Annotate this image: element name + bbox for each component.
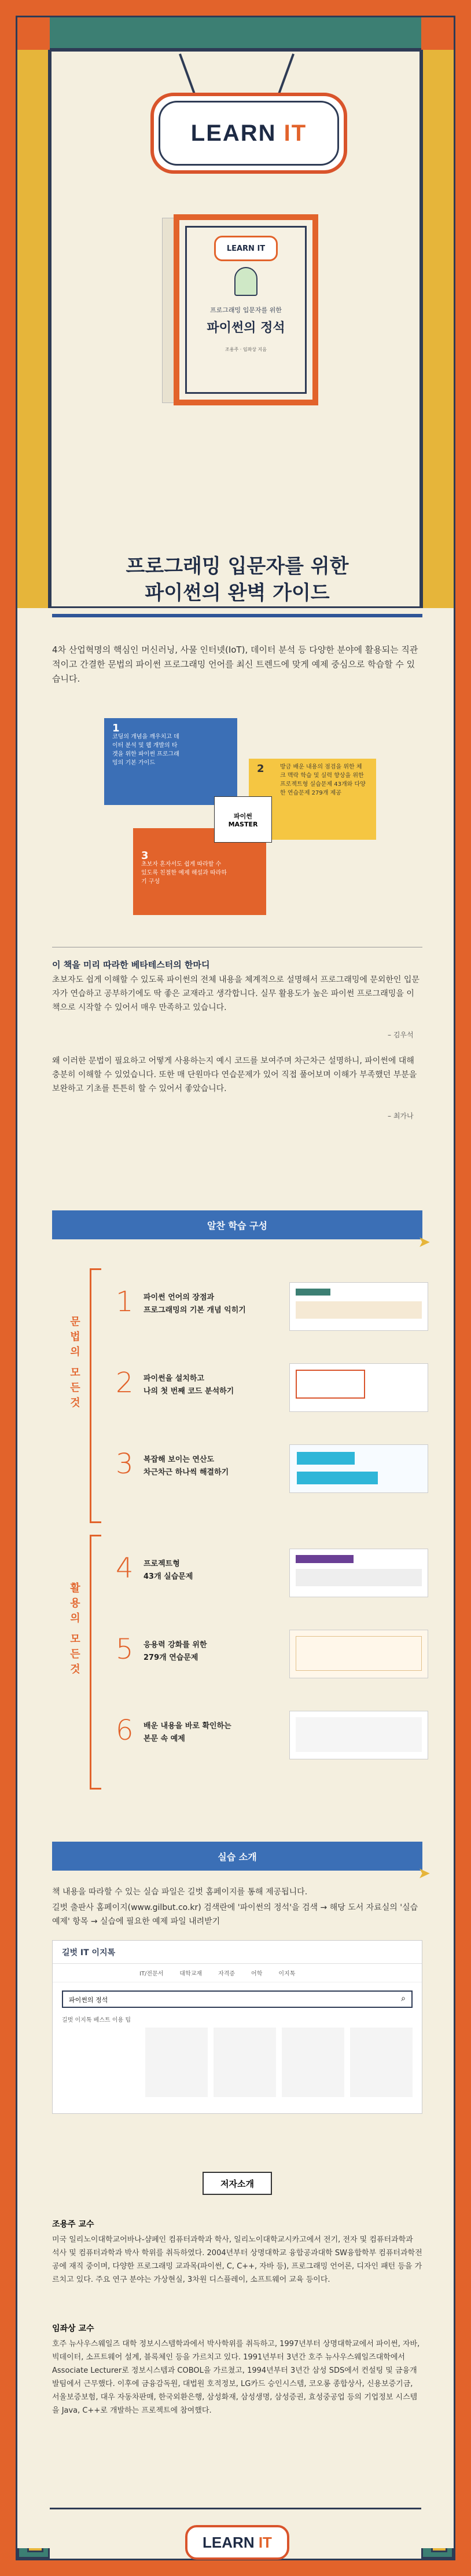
reviewer-heading: 이 책을 미리 따라한 베타테스터의 한마디 — [52, 960, 210, 970]
search-icon: ⌕ — [401, 1994, 406, 2003]
group-label-2: 활 용 의 모 든 것 — [70, 1582, 80, 1675]
reviewer-name-2: – 최가나 — [388, 1112, 414, 1120]
learning-step-1: 1 파이썬 언어의 장점과 프로그래밍의 기본 개념 익히기 — [116, 1274, 440, 1338]
practice-header: 실습 소개 ➤ — [52, 1842, 422, 1871]
step-preview-image — [289, 1630, 428, 1678]
learning-step-2: 2 파이썬을 설치하고 나의 첫 번째 코드 분석하기 — [116, 1355, 440, 1419]
feature-box-2: 2 방금 배운 내용의 점검을 위한 체크 맥락 학습 및 실력 향상을 위한 프로젝트형 실습문제 43개와 다양한 연습문제 279개 제공 — [249, 759, 376, 840]
book-author: 조용주 · 임좌상 지음 — [225, 347, 267, 352]
step-preview-image — [289, 1444, 428, 1493]
site-nav: IT/전문서 대학교재 자격증 어학 이지톡 — [53, 1964, 422, 1982]
group-bracket-1 — [90, 1268, 101, 1523]
left-band — [17, 50, 50, 608]
book-cover-image — [162, 214, 318, 405]
group-bracket-2 — [90, 1535, 101, 1790]
headline-line2: 파이썬의 완벽 가이드 — [145, 581, 330, 605]
step-preview-image — [289, 1549, 428, 1597]
intro-text: 4차 산업혁명의 핵심인 머신러닝, 사물 인터넷(IoT), 데이터 분석 등 다양한 분야에 활용되는 직관적이고 간결한 문법의 파이썬 프로그래밍 언어를 최신 트렌드에 맞게 예제 중심으로 학습할 수 있습니다. — [52, 645, 418, 684]
learn-it-sign: LEARN IT — [150, 93, 347, 174]
practice-desc-2: 길벗 출판사 홈페이지(www.gilbut.co.kr) 검색란에 '파이썬의 정석'을 검색 → 해당 도서 자료실의 '실습예제' 항목 → 실습에 필요한 예제 파일 내려받기 — [52, 1903, 418, 1926]
right-band — [421, 50, 454, 608]
learning-header: 알찬 학습 구성 ➤ — [52, 1210, 422, 1239]
cursor-icon: ➤ — [418, 1865, 430, 1882]
authors-title: 저자소개 — [203, 2172, 272, 2195]
book-title: 파이썬의 정석 — [207, 321, 285, 335]
author-name-1: 조용주 교수 — [52, 2220, 94, 2229]
step-preview-image — [289, 1711, 428, 1759]
footer-logo: LEARN IT — [185, 2525, 289, 2560]
practice-desc-1: 책 내용을 따라할 수 있는 실습 파일은 길벗 홈페이지를 통해 제공됩니다. — [52, 1887, 308, 1897]
book-logo: LEARN IT — [214, 236, 278, 261]
site-search-box: 파이썬의 정석 ⌕ — [62, 1990, 413, 2008]
top-band — [50, 17, 421, 50]
python-mascot-icon — [234, 267, 257, 296]
page-panel — [16, 16, 455, 2560]
learning-step-3: 3 복잡해 보이는 연산도 차근차근 하나씩 해결하기 — [116, 1436, 440, 1500]
book-subtitle: 프로그래밍 입문자를 위한 — [210, 306, 282, 314]
feature-box-1: 1 코딩의 개념을 깨우치고 데이터 분석 및 웹 개발의 타겟을 위한 파이썬 프로그래밍의 기본 가이드 — [104, 718, 237, 805]
author-bio-2: 호주 뉴사우스웨일즈 대학 정보시스템학과에서 박사학위를 취득하고, 1997년부터 상명대학교에서 파이썬, 자바, 빅데이터, 소프트웨어 설계, 블록체인 등을 가르치고 있다. 1991년부터 3년간 호주 뉴사우스웨일즈대학에서 Associate Lecturer로 정보시스템과 COBOL을 가르쳤고, 1994년부터 3년간 삼성 SDS에서 컨설팅 및 금융개발팀에서 근무했다. 이후에 금융감독원, 대법원 호적정보, LG카드 승인시스템, 코오롱 종합상사, 신용보증기금, 서울보증보험, 대우 자동차판매, 한국외환은행, 삼성화재, 삼성생명, 삼성증권, 효성중공업 등의 기업정보 시스템을 Java, C++로 개발하는 프로젝트에 참여했다. — [52, 2340, 420, 2415]
learning-step-6: 6 배운 내용을 바로 확인하는 본문 속 예제 — [116, 1703, 440, 1766]
learning-step-4: 4 프로젝트형 43개 실습문제 — [116, 1541, 440, 1604]
author-bio-1: 미국 일리노이대학교어바나-샴페인 컴퓨터과학과 학사, 일리노이대학교시카고에서 전기, 전자 및 컴퓨터과학과 석사 및 컴퓨터과학과 박사 학위를 취득하였다. 2004년부터 상명대학교 융합공과대학 SW융합학부 컴퓨터과학전공에 재직 중이며, 다양한 프로그래밍 교과목(파이썬, C, C++, 자바 등), 프로그래밍 언어론, 디자인 패턴 등을 가르치고 있다. 주요 연구 분야는 가상현실, 3차원 디스플레이, 소프트웨어 교육 등이다. — [52, 2235, 422, 2284]
step-preview-image — [289, 1282, 428, 1331]
author-name-2: 임좌상 교수 — [52, 2324, 94, 2333]
cursor-icon: ➤ — [418, 1234, 430, 1251]
diagram-center: 파이썬 MASTER — [214, 796, 272, 843]
website-screenshot — [52, 1940, 422, 2114]
section-rule — [52, 614, 422, 617]
review-quote-1: 초보자도 쉽게 이해할 수 있도록 파이썬의 전체 내용을 체계적으로 설명해서 프로그래밍에 문외한인 입문자가 연습하고 공부하기에도 딱 좋은 교재라고 생각합니다. 실무 활용도가 높은 파이썬 프로그래밍을 이 책으로 시작할 수 있어서 매우 만족하고 있습니다. — [52, 975, 420, 1012]
step-preview-image — [289, 1363, 428, 1412]
reviewer-name-1: – 김우석 — [388, 1031, 414, 1039]
group-label-1: 문 법 의 모 든 것 — [70, 1316, 80, 1409]
site-name: 길벗 IT 이지톡 — [53, 1941, 422, 1964]
footer-rule — [50, 2508, 421, 2509]
site-left-menu: 길벗 이지톡 베스트 이용 팁 — [62, 2017, 131, 2024]
review-quote-2: 왜 이러한 문법이 필요하고 어떻게 사용하는지 예시 코드를 보여주며 차근차근 설명하니, 파이썬에 대해 충분히 이해할 수 있었습니다. 또한 매 단원마다 연습문제가 있어 직접 풀어보며 이해가 부족했던 부분을 보완하고 기초를 튼튼히 할 수 있어서 좋았습니다. — [52, 1056, 417, 1093]
learning-step-5: 5 응용력 강화를 위한 279개 연습문제 — [116, 1622, 440, 1685]
headline-line1: 프로그래밍 입문자를 위한 — [126, 555, 349, 578]
feature-box-3: 3 초보자 혼자서도 쉽게 따라할 수 있도록 친절한 예제 해설과 따라하기 구성 — [133, 828, 266, 915]
